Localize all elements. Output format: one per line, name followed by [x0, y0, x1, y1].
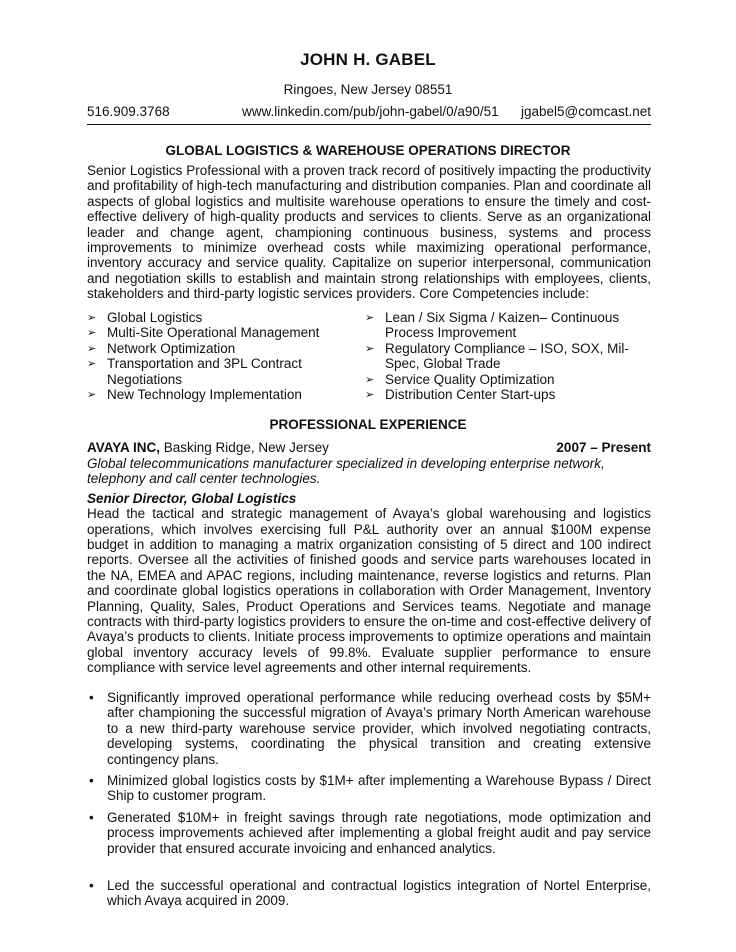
- competency-item: ➢ Service Quality Optimization: [365, 372, 655, 387]
- linkedin-url[interactable]: www.linkedin.com/pub/john-gabel/0/a90/51: [242, 104, 499, 119]
- competency-item: ➢ Lean / Six Sigma / Kaizen– Continuous Process Improvement: [365, 310, 655, 341]
- company-description: Global telecommunications manufacturer specialized in developing enterprise network, telephony and call center technologies.: [87, 456, 605, 487]
- job-dates: 2007 – Present: [556, 440, 651, 455]
- competency-item: ➢ New Technology Implementation: [87, 387, 352, 402]
- competency-item: ➢ Distribution Center Start-ups: [365, 387, 655, 402]
- competency-item: ➢ Network Optimization: [87, 341, 352, 356]
- achievement-list: [87, 690, 651, 909]
- competencies-column-2: [365, 310, 655, 402]
- candidate-name: JOHN H. GABEL: [300, 50, 436, 69]
- professional-title: GLOBAL LOGISTICS & WAREHOUSE OPERATIONS DIRECTOR: [165, 143, 571, 158]
- job-header: [87, 440, 651, 456]
- competency-item: ➢ Regulatory Compliance – ISO, SOX, Mil-Spec, Global Trade: [365, 341, 655, 372]
- achievement-item: • Generated $10M+ in freight savings through rate negotiations, mode optimization and process improvements achieved after implementing a global freight audit and pay service provider that ensured accurate invoicing and enhanced analytics.: [87, 810, 651, 856]
- experience-heading: PROFESSIONAL EXPERIENCE: [269, 417, 467, 432]
- competencies-column-1: [87, 310, 352, 402]
- competency-item: ➢ Multi-Site Operational Management: [87, 325, 352, 340]
- role-summary: Head the tactical and strategic management of Avaya’s global warehousing and logistics operations, which involves exercising full P&L authority over an annual $100M expense budget in addition to managing a matrix organization consisting of 5 direct and 100 indirect reports. Oversee all the activities of finished goods and service parts warehouses located in the NA, EMEA and APAC regions, including maintenance, reverse logistics and returns. Plan and coordinate global logistics operations in collaboration with Order Management, Inventory Planning, Quality, Sales, Product Operations and Services teams. Negotiate and manage contracts with third-party logistics providers to ensure the on-time and cost-effective delivery of Avaya’s products to clients. Initiate process improvements to optimize operations and maintain global inventory accuracy levels of 99.8%. Evaluate supplier performance to ensure compliance with service level agreements and other internal requirements.: [87, 506, 652, 676]
- competency-item: ➢ Global Logistics: [87, 310, 352, 325]
- phone-number: 516.909.3768: [87, 104, 170, 119]
- achievement-item: • Significantly improved operational performance while reducing overhead costs by $5M+ after championing the successful migration of Avaya’s primary North American warehouse to a new third-party warehouse service provider, which involved negotiating contracts, developing systems, coordinating the physical transition and creating extensive contingency plans.: [87, 690, 651, 767]
- summary-paragraph: Senior Logistics Professional with a proven track record of positively impacting the productivity and profitability of high-tech manufacturing and distribution companies. Plan and coordinate all aspects of global logistics and multisite warehouse operations to ensure the timely and cost-effective delivery of high-quality products and services to clients. Serve as an organizational leader and change agent, championing continuous business, systems and process improvements to minimize overhead costs while maximizing operational performance, inventory accuracy and service quality. Capitalize on superior interpersonal, communication and negotiation skills to establish and maintain strong relationships with employees, clients, stakeholders and third-party logistic services providers. Core Competencies include:: [87, 163, 651, 302]
- competency-item: ➢ Transportation and 3PL Contract Negotiations: [87, 356, 352, 387]
- contact-line: [87, 104, 651, 125]
- achievement-item: • Minimized global logistics costs by $1M+ after implementing a Warehouse Bypass / Direct Ship to customer program.: [87, 773, 651, 804]
- job-entry: [87, 440, 651, 676]
- company-name: AVAYA INC,: [87, 440, 161, 455]
- job-role: Senior Director, Global Logistics: [87, 490, 297, 506]
- company-location: Basking Ridge, New Jersey: [160, 440, 329, 455]
- achievements: [87, 690, 651, 915]
- achievement-item: • Led the successful operational and contractual logistics integration of Nortel Enterprise, which Avaya acquired in 2009.: [87, 878, 651, 909]
- email-address[interactable]: jgabel5@comcast.net: [520, 104, 651, 119]
- candidate-address: Ringoes, New Jersey 08551: [283, 82, 453, 97]
